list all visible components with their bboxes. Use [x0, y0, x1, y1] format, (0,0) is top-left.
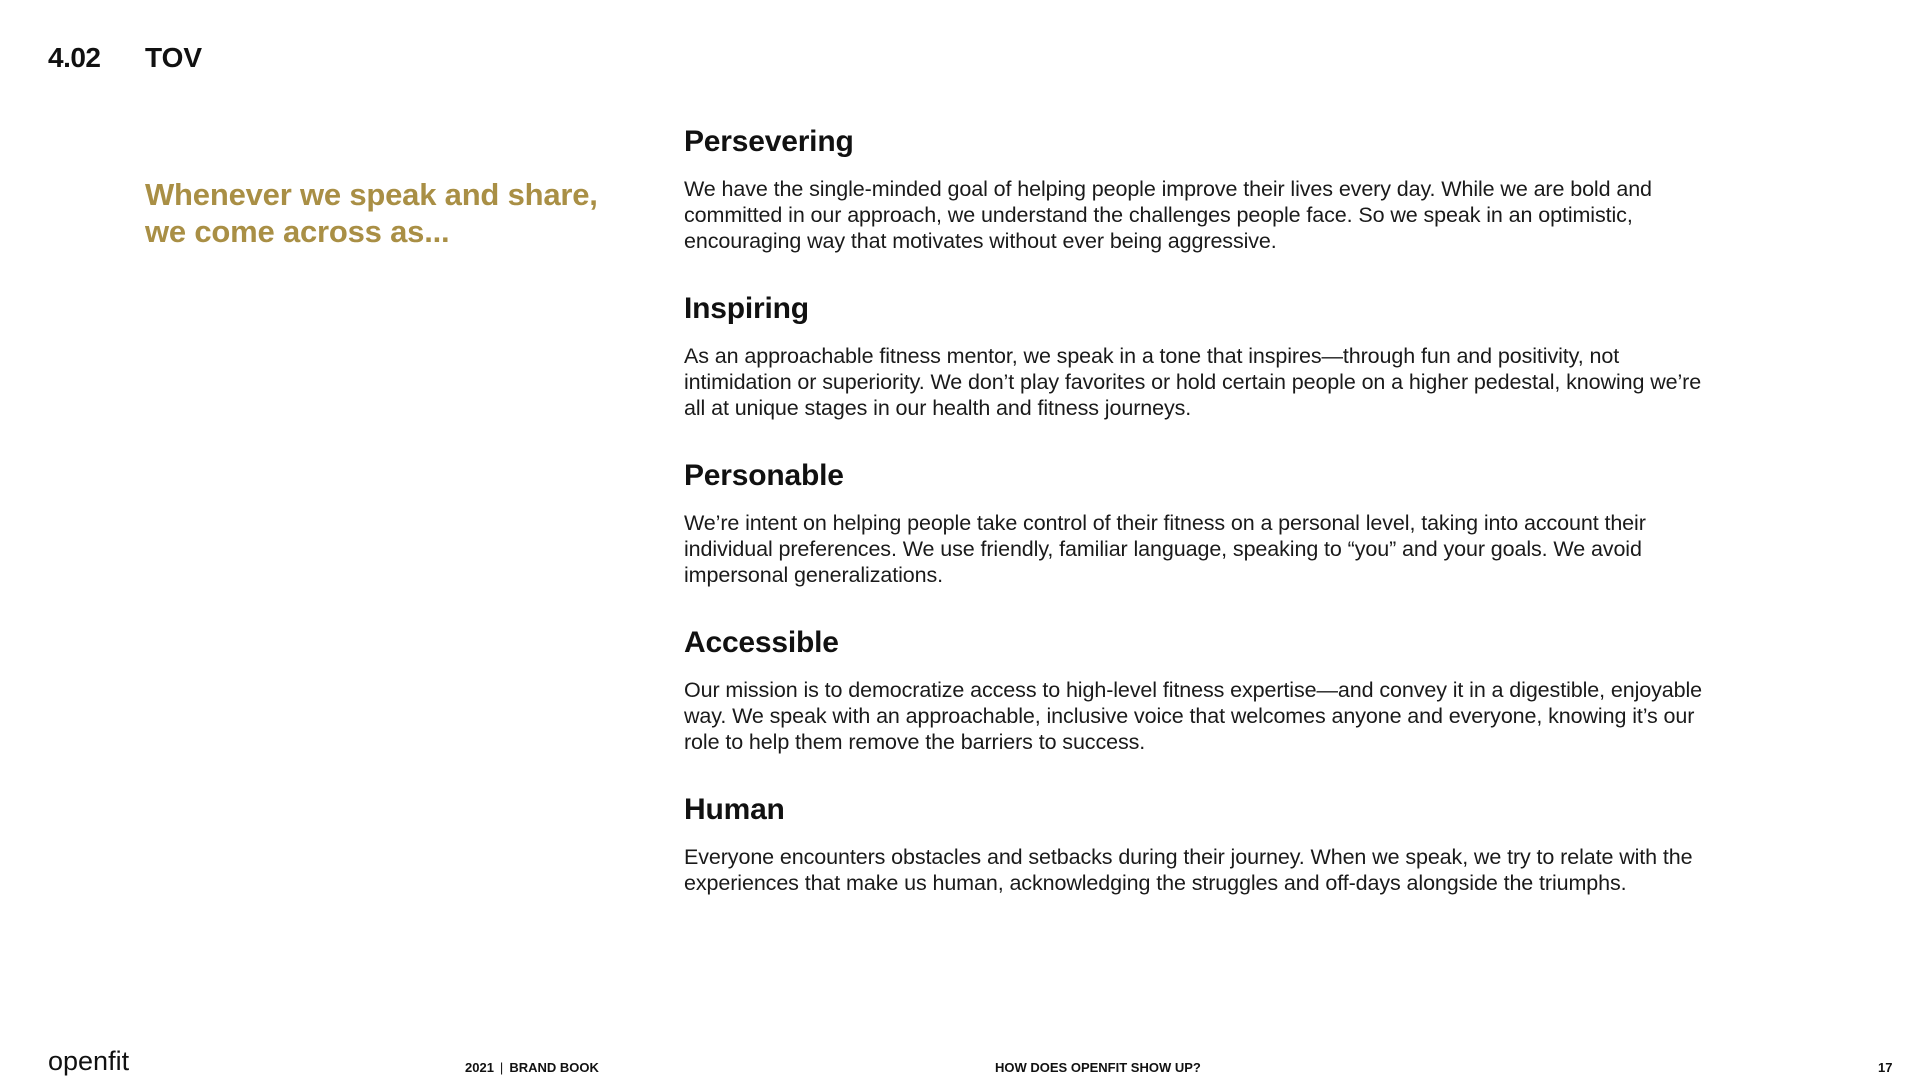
trait-body: Our mission is to democratize access to high-level fitness expertise—and convey it in a digestible, enjoyable way. We speak with an approachable, inclusive voice that welcomes anyone and everyone, knowing it’s our role to help them remove the barriers to success.: [684, 678, 1703, 754]
traits-list: [684, 122, 1704, 931]
trait-title: Inspiring: [684, 292, 809, 325]
trait-accessible: [684, 623, 1704, 755]
openfit-logo: openfit: [48, 1046, 130, 1076]
page-number: 17: [1878, 1060, 1893, 1075]
trait-body: Everyone encounters obstacles and setbacks during their journey. When we speak, we try to relate with the experiences that make us human, acknowledging the struggles and off-days alongside the triumphs.: [684, 845, 1693, 895]
trait-personable: [684, 456, 1704, 588]
footer-year: 2021: [465, 1060, 494, 1075]
footer-book-title: BRAND BOOK: [509, 1060, 599, 1075]
trait-human: [684, 790, 1704, 896]
footer-separator: |: [499, 1060, 504, 1075]
trait-body: We have the single-minded goal of helping people improve their lives every day. While we are bold and committed in our approach, we understand the challenges people face. So we speak in an optimistic, encouraging way that motivates without ever being aggressive.: [684, 177, 1652, 253]
trait-body: We’re intent on helping people take control of their fitness on a personal level, taking into account their individual preferences. We use friendly, familiar language, speaking to “you” and your goals. We avoid impersonal generalizations.: [684, 511, 1646, 587]
trait-title: Personable: [684, 459, 844, 492]
trait-title: Human: [684, 793, 785, 826]
footer-chapter-title: HOW DOES OPENFIT SHOW UP?: [995, 1060, 1201, 1075]
trait-body: As an approachable fitness mentor, we speak in a tone that inspires—through fun and positivity, not intimidation or superiority. We don’t play favorites or hold certain people on a higher pedestal, knowing we’re all at unique stages in our health and fitness journeys.: [684, 344, 1702, 420]
trait-title: Persevering: [684, 125, 854, 158]
trait-inspiring: [684, 289, 1704, 421]
section-number: 4.02: [48, 42, 101, 73]
intro-heading: Whenever we speak and share, we come across as...: [145, 177, 598, 249]
footer-brand-book: [465, 1060, 599, 1075]
trait-persevering: [684, 122, 1704, 254]
trait-title: Accessible: [684, 626, 839, 659]
section-title: TOV: [145, 42, 203, 73]
